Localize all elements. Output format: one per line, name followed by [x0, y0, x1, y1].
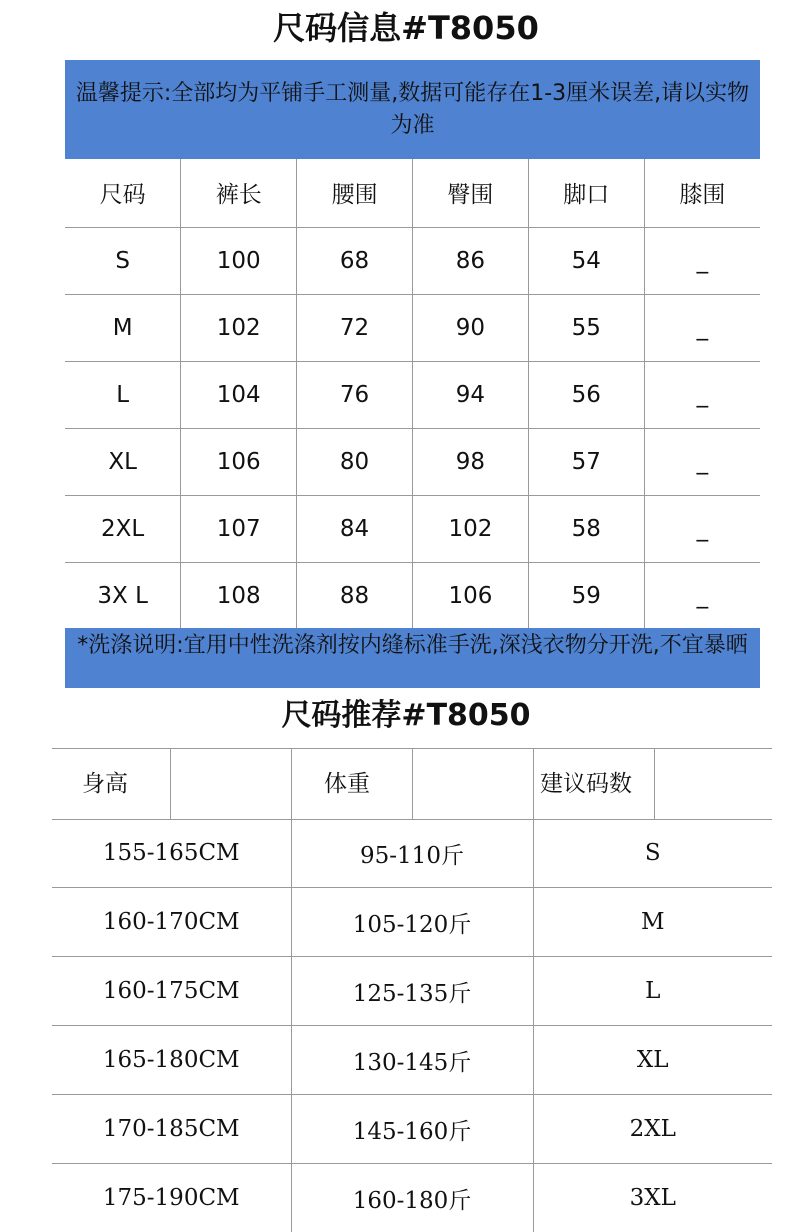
cell-hip: 90 — [412, 294, 528, 361]
column-divider — [412, 749, 413, 819]
cell-weight: 160-180斤 — [291, 1164, 533, 1232]
cell-height: 160-170CM — [52, 888, 291, 957]
cell-size: M — [65, 294, 181, 361]
cell-hip: 98 — [412, 428, 528, 495]
cell-hip: 86 — [412, 227, 528, 294]
cell-weight: 125-135斤 — [291, 957, 533, 1026]
cell-height: 175-190CM — [52, 1164, 291, 1232]
header-knee: 膝围 — [644, 159, 760, 227]
column-divider — [291, 749, 292, 819]
cell-weight: 145-160斤 — [291, 1095, 533, 1164]
size-table-header-row — [65, 159, 760, 227]
header-pants-length: 裤长 — [181, 159, 297, 227]
recommend-header-row — [52, 748, 772, 820]
cell-pants-length: 100 — [181, 227, 297, 294]
cell-suggested-size: XL — [533, 1026, 772, 1095]
table-row — [65, 562, 760, 629]
size-info-table — [65, 159, 760, 630]
table-row — [65, 495, 760, 562]
cell-leg-opening: 58 — [528, 495, 644, 562]
cell-knee: _ — [644, 562, 760, 629]
cell-weight: 95-110斤 — [291, 819, 533, 888]
cell-size: L — [65, 361, 181, 428]
measurement-tip-banner: 温馨提示:全部均为平铺手工测量,数据可能存在1-3厘米误差,请以实物为准 — [65, 60, 760, 159]
cell-height: 155-165CM — [52, 819, 291, 888]
cell-height: 170-185CM — [52, 1095, 291, 1164]
cell-leg-opening: 59 — [528, 562, 644, 629]
cell-size: XL — [65, 428, 181, 495]
cell-knee: _ — [644, 361, 760, 428]
cell-waist: 88 — [297, 562, 413, 629]
header-hip: 臀围 — [412, 159, 528, 227]
cell-leg-opening: 55 — [528, 294, 644, 361]
table-row — [65, 361, 760, 428]
wash-instructions-banner: *洗涤说明:宜用中性洗涤剂按内缝标准手洗,深浅衣物分开洗,不宜暴晒 — [65, 628, 760, 688]
size-recommend-table — [52, 819, 772, 1232]
table-row — [52, 1026, 772, 1095]
cell-pants-length: 108 — [181, 562, 297, 629]
table-row — [52, 957, 772, 1026]
cell-hip: 106 — [412, 562, 528, 629]
table-row — [52, 1164, 772, 1232]
column-divider — [170, 749, 171, 819]
header-weight: 体重 — [324, 749, 370, 819]
cell-pants-length: 106 — [181, 428, 297, 495]
header-leg-opening: 脚口 — [528, 159, 644, 227]
cell-weight: 130-145斤 — [291, 1026, 533, 1095]
cell-waist: 72 — [297, 294, 413, 361]
size-info-title: 尺码信息#T8050 — [0, 4, 812, 52]
header-size: 尺码 — [65, 159, 181, 227]
cell-hip: 94 — [412, 361, 528, 428]
cell-leg-opening: 56 — [528, 361, 644, 428]
cell-pants-length: 104 — [181, 361, 297, 428]
table-row — [52, 1095, 772, 1164]
cell-waist: 68 — [297, 227, 413, 294]
table-row — [65, 294, 760, 361]
cell-pants-length: 102 — [181, 294, 297, 361]
cell-knee: _ — [644, 294, 760, 361]
cell-height: 160-175CM — [52, 957, 291, 1026]
table-row — [52, 888, 772, 957]
cell-leg-opening: 57 — [528, 428, 644, 495]
cell-size: 3X L — [65, 562, 181, 629]
cell-weight: 105-120斤 — [291, 888, 533, 957]
cell-knee: _ — [644, 495, 760, 562]
cell-waist: 76 — [297, 361, 413, 428]
cell-suggested-size: S — [533, 819, 772, 888]
table-row — [65, 428, 760, 495]
header-suggested-size: 建议码数 — [540, 749, 632, 819]
table-row — [52, 819, 772, 888]
header-height: 身高 — [82, 749, 128, 819]
size-recommend-title: 尺码推荐#T8050 — [0, 693, 812, 739]
column-divider — [654, 749, 655, 819]
cell-size: S — [65, 227, 181, 294]
cell-suggested-size: M — [533, 888, 772, 957]
cell-waist: 80 — [297, 428, 413, 495]
cell-size: 2XL — [65, 495, 181, 562]
header-waist: 腰围 — [297, 159, 413, 227]
table-row — [65, 227, 760, 294]
cell-knee: _ — [644, 428, 760, 495]
cell-waist: 84 — [297, 495, 413, 562]
cell-knee: _ — [644, 227, 760, 294]
cell-suggested-size: L — [533, 957, 772, 1026]
cell-suggested-size: 2XL — [533, 1095, 772, 1164]
column-divider — [533, 749, 534, 819]
cell-height: 165-180CM — [52, 1026, 291, 1095]
cell-suggested-size: 3XL — [533, 1164, 772, 1232]
cell-pants-length: 107 — [181, 495, 297, 562]
cell-hip: 102 — [412, 495, 528, 562]
cell-leg-opening: 54 — [528, 227, 644, 294]
